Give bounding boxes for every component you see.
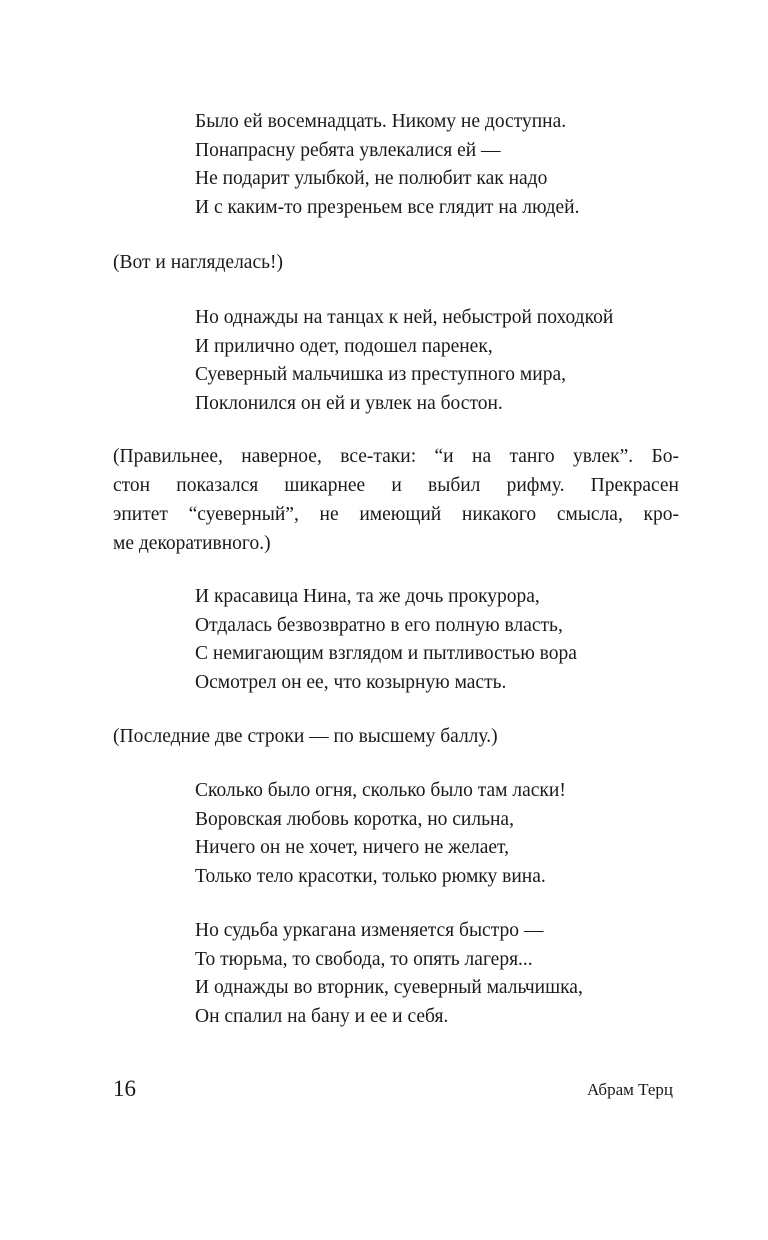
poem-line: Отдалась безвозвратно в его полную власть, <box>195 614 563 636</box>
poem-stanza <box>195 917 695 1031</box>
poem-line: То тюрьма, то свобода, то опять лагеря... <box>195 948 533 970</box>
poem-line: Ничего он не хочет, ничего не желает, <box>195 837 509 858</box>
commentary-line: ме декоративного.) <box>113 533 271 554</box>
commentary-note <box>113 442 679 558</box>
page-number: 16 <box>113 1076 136 1101</box>
running-footer-author: Абрам Терц <box>587 1080 673 1099</box>
poem-line: Он спалил на бану и ее и себя. <box>195 1005 449 1027</box>
poem-line: И красавица Нина, та же дочь прокурора, <box>195 586 540 607</box>
poem-line: Поклонился он ей и увлек на бостон. <box>195 392 503 414</box>
poem-line: Не подарит улыбкой, не полюбит как надо <box>195 168 548 189</box>
commentary-note <box>113 248 679 277</box>
poem-line: Но однажды на танцах к ней, небыстрой походкой <box>195 307 614 328</box>
commentary-line: (Правильнее, наверное, все-таки: “и на танго увлек”. Бо- <box>113 446 679 467</box>
poem-line: Только тело красотки, только рюмку вина. <box>195 865 546 887</box>
poem-line: Было ей восемнадцать. Никому не доступна. <box>195 111 567 132</box>
poem-stanza <box>195 777 695 891</box>
commentary-note <box>113 722 679 751</box>
poem-line: Но судьба уркагана изменяется быстро — <box>195 920 544 941</box>
poem-stanza <box>195 108 695 222</box>
commentary-line: (Последние две строки — по высшему баллу.) <box>113 726 498 747</box>
poem-line: И с каким-то презреньем все глядит на людей. <box>195 196 580 218</box>
poem-line: Сколько было огня, сколько было там ласки! <box>195 780 566 801</box>
poem-stanza <box>195 583 695 697</box>
poem-line: И однажды во вторник, суеверный мальчишка, <box>195 977 583 998</box>
commentary-line: стон показался шикарнее и выбил рифму. Прекрасен <box>113 475 679 496</box>
poem-line: С немигающим взглядом и пытливостью вора <box>195 643 577 664</box>
commentary-line: (Вот и нагляделась!) <box>113 252 283 273</box>
poem-line: Суеверный мальчишка из преступного мира, <box>195 364 566 385</box>
poem-line: Понапрасну ребята увлекалися ей — <box>195 139 501 161</box>
poem-line: И прилично одет, подошел паренек, <box>195 335 493 357</box>
poem-line: Воровская любовь коротка, но сильна, <box>195 808 514 830</box>
poem-stanza <box>195 304 695 418</box>
poem-line: Осмотрел он ее, что козырную масть. <box>195 671 507 693</box>
commentary-line: эпитет “суеверный”, не имеющий никакого смысла, кро- <box>113 504 679 525</box>
